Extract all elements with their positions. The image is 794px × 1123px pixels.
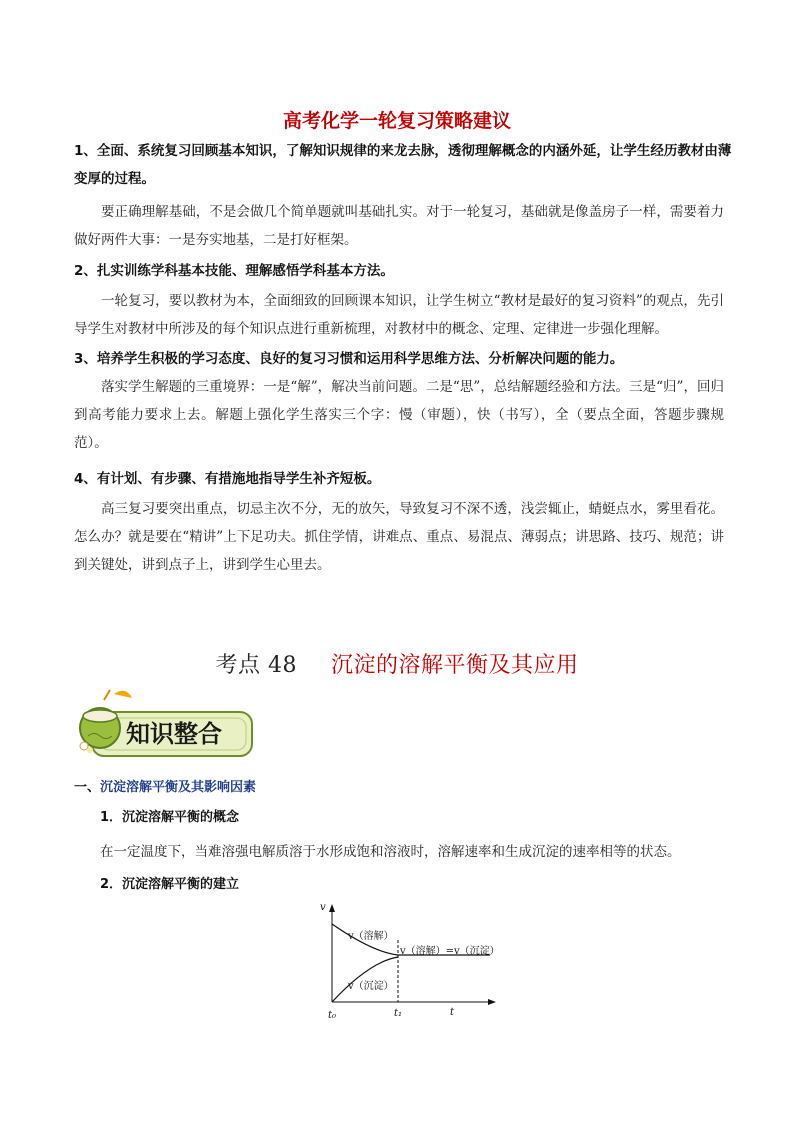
strategy-heading-2: 2、扎实训练学科基本技能、理解感悟学科基本方法。 [74, 263, 394, 279]
y-axis-label: v [320, 902, 326, 913]
subsection-2-title: 2．沉淀溶解平衡的建立 [100, 877, 240, 892]
strategy-body-3: 落实学生解题的三重境界：一是“解”，解决当前问题。二是“思”，总结解题经验和方法。三是“归”，回归到高考能力要求上去。解题上强化学生落实三个字：慢（审题），快（书写），全（要点全面，答题步骤规范）。 [74, 379, 724, 451]
section-1-title: 沉淀溶解平衡及其影响因素 [100, 780, 257, 795]
kaodian-number: 考点 48 [215, 653, 297, 678]
kaodian-title [0, 648, 794, 679]
t0-tick-label: t₀ [328, 1010, 337, 1020]
strategy-heading-4: 4、有计划、有步骤、有措施地指导学生补齐短板。 [74, 471, 381, 487]
strategy-heading-3: 3、培养学生积极的学习态度、良好的复习习惯和运用科学思维方法、分析解决问题的能力。 [74, 351, 624, 367]
equal-label: v（溶解）=v（沉淀） [400, 946, 500, 957]
strategy-heading-1: 1、全面、系统复习回顾基本知识，了解知识规律的来龙去脉，透彻理解概念的内涵外延，让学生经历教材由薄变厚的过程。 [74, 143, 732, 187]
equilibrium-graph [318, 898, 508, 1020]
subsection-1-text: 在一定温度下，当难溶强电解质溶于水形成饱和溶液时，溶解速率和生成沉淀的速率相等的状态。 [100, 844, 681, 860]
kaodian-name: 沉淀的溶解平衡及其应用 [330, 653, 579, 678]
strategy-body-1: 要正确理解基础，不是会做几个简单题就叫基础扎实。对于一轮复习，基础就是像盖房子一样，需要着力做好两件大事：一是夯实地基，二是打好框架。 [74, 204, 724, 248]
precipitate-label: v（沉淀） [348, 981, 394, 992]
t1-tick-label: t₁ [394, 1008, 403, 1019]
dissolve-label: v（溶解） [348, 931, 394, 942]
strategy-body-2: 一轮复习，要以教材为本，全面细致的回顾课本知识，让学生树立“教材是最好的复习资料”的观点，先引导学生对教材中所涉及的每个知识点进行重新梳理，对教材中的概念、定理、定律进一步强化理解。 [74, 293, 724, 337]
section-1-heading [74, 776, 256, 795]
subsection-1-title: 1．沉淀溶解平衡的概念 [100, 810, 240, 825]
y-axis-arrow [329, 904, 335, 912]
knowledge-badge [74, 686, 254, 764]
coconut-drink-icon [74, 686, 254, 764]
x-axis-arrow [488, 999, 496, 1005]
section-1-prefix: 一、 [74, 780, 101, 795]
strategy-body-4: 高三复习要突出重点，切忌主次不分，无的放矢，导致复习不深不透，浅尝辄止，蜻蜓点水，雾里看花。怎么办？就是要在“精讲”上下足功夫。抓住学情，讲难点、重点、易混点、薄弱点；讲思路、技巧、规范；讲到关键处，讲到点子上，讲到学生心里去。 [74, 501, 724, 573]
x-axis-label: t [450, 1007, 455, 1018]
precipitate-rate-curve [332, 957, 398, 1002]
badge-text: 知识整合 [126, 720, 222, 748]
document-title: 高考化学一轮复习策略建议 [282, 110, 511, 132]
